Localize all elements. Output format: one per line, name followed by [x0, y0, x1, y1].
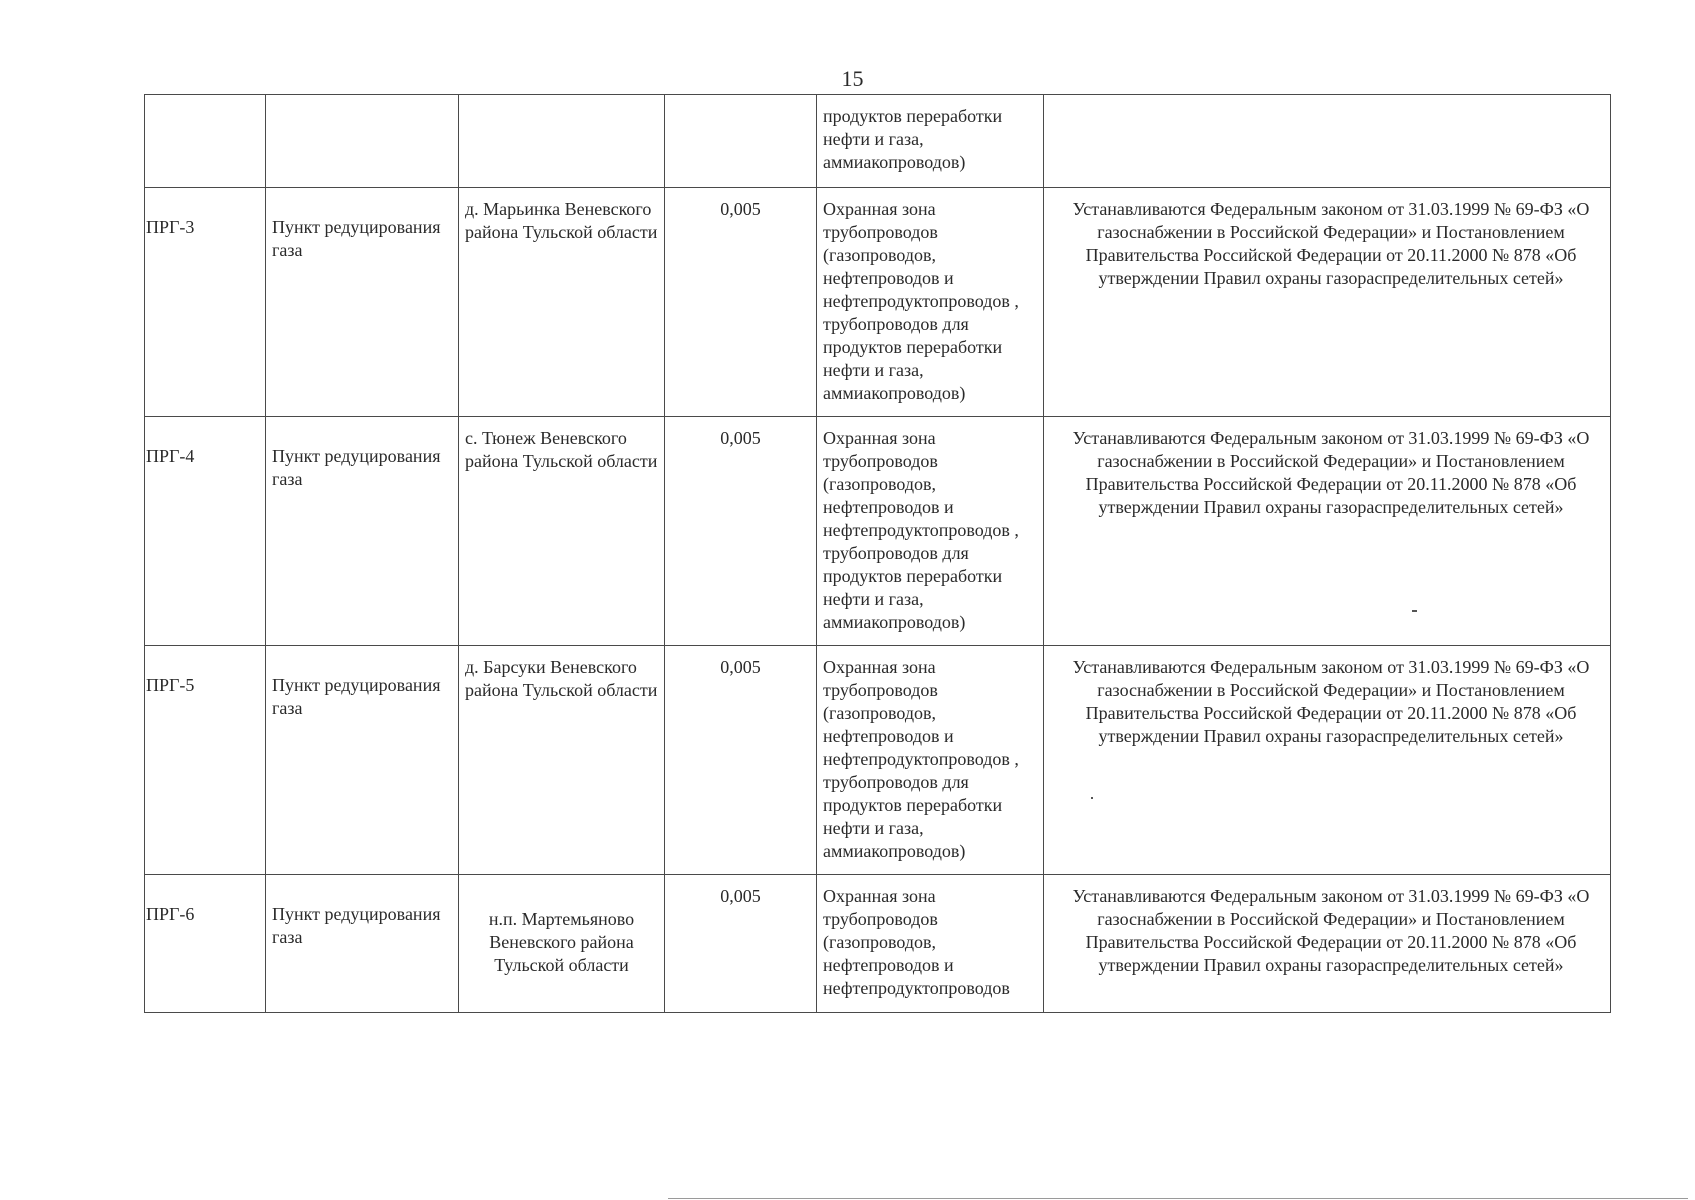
object-code-cell: ПРГ-6	[145, 875, 266, 1013]
area-cell: 0,005	[665, 188, 817, 417]
zone-cell: Охранная зона трубопроводов (газопроводов, нефтепроводов и нефтепродуктопроводов , трубопроводов для продуктов переработки нефти и газа, аммиакопроводов)	[817, 417, 1044, 646]
legal-basis-cell: Устанавливаются Федеральным законом от 31.03.1999 № 69-ФЗ «О газоснабжении в Российской Федерации» и Постановлением Правительства Российской Федерации от 20.11.2000 № 878 «Об утверждении Правил охраны газораспределительных сетей»	[1044, 188, 1611, 417]
area-cell: 0,005	[665, 417, 817, 646]
legal-basis-cell: Устанавливаются Федеральным законом от 31.03.1999 № 69-ФЗ «О газоснабжении в Российской Федерации» и Постановлением Правительства Российской Федерации от 20.11.2000 № 878 «Об утверждении Правил охраны газораспределительных сетей»	[1044, 417, 1611, 646]
page-number: 15	[841, 66, 864, 91]
zone-cell: Охранная зона трубопроводов (газопроводов, нефтепроводов и нефтепродуктопроводов , трубопроводов для продуктов переработки нефти и газа, аммиакопроводов)	[817, 646, 1044, 875]
table-row	[145, 875, 1611, 1013]
location-cell: д. Барсуки Веневского района Тульской области	[459, 646, 665, 875]
legal-basis-cell: Устанавливаются Федеральным законом от 31.03.1999 № 69-ФЗ «О газоснабжении в Российской Федерации» и Постановлением Правительства Российской Федерации от 20.11.2000 № 878 «Об утверждении Правил охраны газораспределительных сетей»	[1044, 875, 1611, 1013]
scan-speck	[1412, 610, 1417, 612]
object-code-cell: ПРГ-3	[145, 188, 266, 417]
location-cell: д. Марьинка Веневского района Тульской области	[459, 188, 665, 417]
table-cell-empty	[665, 95, 817, 188]
table-cell-empty	[459, 95, 665, 188]
object-name-cell: Пункт редуцирования газа	[266, 875, 459, 1013]
legal-basis-cell: Устанавливаются Федеральным законом от 31.03.1999 № 69-ФЗ «О газоснабжении в Российской Федерации» и Постановлением Правительства Российской Федерации от 20.11.2000 № 878 «Об утверждении Правил охраны газораспределительных сетей»	[1044, 646, 1611, 875]
area-cell: 0,005	[665, 646, 817, 875]
scan-speck	[1091, 797, 1093, 799]
table-row-continuation	[145, 95, 1611, 188]
object-name-cell: Пункт редуцирования газа	[266, 188, 459, 417]
location-cell: н.п. Мартемьяново Веневского района Тульской области	[459, 875, 665, 1013]
zone-cell: Охранная зона трубопроводов (газопроводов, нефтепроводов и нефтепродуктопроводов	[817, 875, 1044, 1013]
object-code-cell: ПРГ-5	[145, 646, 266, 875]
table-cell-empty	[145, 95, 266, 188]
table-row	[145, 188, 1611, 417]
location-cell: с. Тюнеж Веневского района Тульской области	[459, 417, 665, 646]
table-row	[145, 417, 1611, 646]
zones-table	[144, 94, 1611, 1013]
zone-cell: продуктов переработки нефти и газа, аммиакопроводов)	[817, 95, 1044, 188]
table-cell-empty	[266, 95, 459, 188]
object-code-cell: ПРГ-4	[145, 417, 266, 646]
object-name-cell: Пункт редуцирования газа	[266, 417, 459, 646]
area-cell: 0,005	[665, 875, 817, 1013]
table-row	[145, 646, 1611, 875]
object-name-cell: Пункт редуцирования газа	[266, 646, 459, 875]
zone-cell: Охранная зона трубопроводов (газопроводов, нефтепроводов и нефтепродуктопроводов , трубопроводов для продуктов переработки нефти и газа, аммиакопроводов)	[817, 188, 1044, 417]
scan-edge-line	[668, 1198, 1688, 1199]
table-cell-empty	[1044, 95, 1611, 188]
